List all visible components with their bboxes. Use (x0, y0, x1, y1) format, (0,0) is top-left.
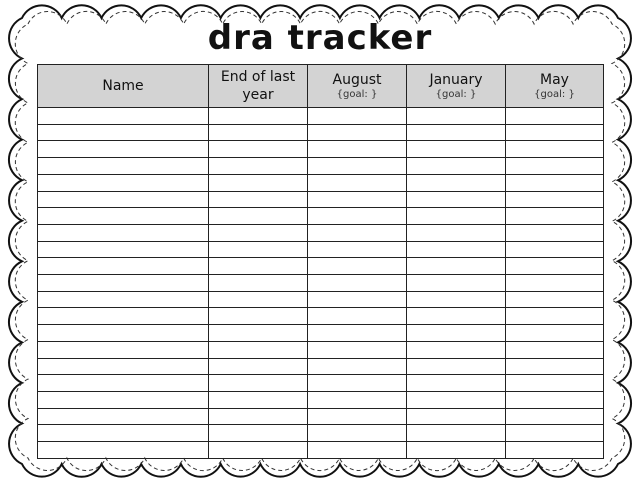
table-cell[interactable] (38, 391, 209, 408)
table-cell[interactable] (308, 141, 407, 158)
table-cell[interactable] (506, 158, 604, 175)
table-cell[interactable] (38, 308, 209, 325)
table-cell[interactable] (407, 275, 506, 292)
table-cell[interactable] (308, 275, 407, 292)
table-cell[interactable] (38, 325, 209, 342)
table-cell[interactable] (506, 191, 604, 208)
table-cell[interactable] (407, 258, 506, 275)
table-cell[interactable] (506, 224, 604, 241)
table-cell[interactable] (308, 391, 407, 408)
table-cell[interactable] (209, 191, 308, 208)
table-cell[interactable] (209, 391, 308, 408)
table-cell[interactable] (407, 308, 506, 325)
table-cell[interactable] (38, 425, 209, 442)
table-cell[interactable] (209, 174, 308, 191)
table-cell[interactable] (38, 258, 209, 275)
table-cell[interactable] (506, 258, 604, 275)
table-cell[interactable] (38, 442, 209, 459)
table-cell[interactable] (506, 208, 604, 225)
table-cell[interactable] (506, 325, 604, 342)
page-title: dra tracker (207, 18, 433, 58)
table-cell[interactable] (308, 442, 407, 459)
table-cell[interactable] (506, 375, 604, 392)
table-cell[interactable] (407, 341, 506, 358)
table-cell[interactable] (38, 408, 209, 425)
table-cell[interactable] (209, 208, 308, 225)
table-cell[interactable] (209, 124, 308, 141)
goal-note: {goal: } (435, 89, 477, 100)
table-cell[interactable] (308, 308, 407, 325)
table-cell[interactable] (506, 174, 604, 191)
table-cell[interactable] (308, 108, 407, 125)
dra-tracker-table (37, 64, 604, 459)
table-row (38, 375, 604, 392)
table-cell[interactable] (38, 375, 209, 392)
table-cell[interactable] (407, 108, 506, 125)
table-cell[interactable] (38, 358, 209, 375)
table-cell[interactable] (209, 291, 308, 308)
table-cell[interactable] (308, 241, 407, 258)
table-cell[interactable] (38, 141, 209, 158)
table-cell[interactable] (407, 425, 506, 442)
table-cell[interactable] (38, 124, 209, 141)
header-label: August (332, 72, 382, 88)
table-cell[interactable] (407, 208, 506, 225)
table-cell[interactable] (209, 358, 308, 375)
table-cell[interactable] (506, 124, 604, 141)
table-cell[interactable] (209, 308, 308, 325)
table-cell[interactable] (38, 174, 209, 191)
header-end-of-last-year (209, 65, 308, 108)
table-cell[interactable] (38, 275, 209, 292)
table-row (38, 258, 604, 275)
goal-note: {goal: } (534, 89, 575, 100)
table-cell[interactable] (308, 208, 407, 225)
table-cell[interactable] (308, 358, 407, 375)
table-row (38, 325, 604, 342)
header-row (38, 65, 604, 108)
table-cell[interactable] (209, 108, 308, 125)
table-row (38, 291, 604, 308)
table-cell[interactable] (308, 158, 407, 175)
table-cell[interactable] (308, 341, 407, 358)
table-cell[interactable] (209, 375, 308, 392)
table-cell[interactable] (38, 191, 209, 208)
table-cell[interactable] (407, 391, 506, 408)
table-cell[interactable] (209, 275, 308, 292)
table-row (38, 224, 604, 241)
header-may (506, 65, 604, 108)
table-cell[interactable] (209, 325, 308, 342)
header-label: End of last year (220, 69, 296, 103)
table-cell[interactable] (38, 224, 209, 241)
table-cell[interactable] (506, 408, 604, 425)
table-cell[interactable] (407, 174, 506, 191)
table-cell[interactable] (38, 158, 209, 175)
table-cell[interactable] (506, 141, 604, 158)
table-cell[interactable] (407, 291, 506, 308)
table-cell[interactable] (506, 241, 604, 258)
table-cell[interactable] (209, 224, 308, 241)
table-row (38, 141, 604, 158)
table-cell[interactable] (506, 442, 604, 459)
table-cell[interactable] (308, 291, 407, 308)
table-cell[interactable] (209, 408, 308, 425)
table-cell[interactable] (407, 408, 506, 425)
table-cell[interactable] (407, 191, 506, 208)
header-label: May (540, 72, 569, 88)
table-cell[interactable] (308, 425, 407, 442)
table-row (38, 124, 604, 141)
table-cell[interactable] (38, 341, 209, 358)
table-cell[interactable] (506, 108, 604, 125)
table-cell[interactable] (308, 124, 407, 141)
table-cell[interactable] (308, 408, 407, 425)
header-january (407, 65, 506, 108)
table-cell[interactable] (407, 141, 506, 158)
table-cell[interactable] (506, 425, 604, 442)
table-cell[interactable] (407, 358, 506, 375)
header-label: Name (102, 78, 144, 94)
header-august (308, 65, 407, 108)
table-cell[interactable] (209, 425, 308, 442)
table-row (38, 341, 604, 358)
table-row (38, 391, 604, 408)
table-cell[interactable] (209, 341, 308, 358)
goal-note: {goal: } (336, 89, 378, 100)
table-body (38, 108, 604, 459)
table-row (38, 425, 604, 442)
table-row (38, 108, 604, 125)
table-cell[interactable] (506, 358, 604, 375)
table-cell[interactable] (506, 275, 604, 292)
table-cell[interactable] (209, 158, 308, 175)
table-cell[interactable] (308, 224, 407, 241)
header-label: January (429, 72, 483, 88)
table-row (38, 308, 604, 325)
table-cell[interactable] (506, 341, 604, 358)
table-cell[interactable] (38, 291, 209, 308)
table-row (38, 208, 604, 225)
table-cell[interactable] (38, 208, 209, 225)
table-cell[interactable] (308, 191, 407, 208)
table-cell[interactable] (407, 442, 506, 459)
table-row (38, 442, 604, 459)
table-cell[interactable] (209, 442, 308, 459)
table-cell[interactable] (308, 258, 407, 275)
table-cell[interactable] (506, 391, 604, 408)
table-cell[interactable] (407, 325, 506, 342)
table-row (38, 241, 604, 258)
table-cell[interactable] (209, 258, 308, 275)
table-cell[interactable] (38, 241, 209, 258)
table-cell[interactable] (407, 124, 506, 141)
table-cell[interactable] (209, 141, 308, 158)
table-cell[interactable] (308, 375, 407, 392)
table-cell[interactable] (506, 308, 604, 325)
table-row (38, 275, 604, 292)
table-cell[interactable] (38, 108, 209, 125)
table-row (38, 408, 604, 425)
header-name (38, 65, 209, 108)
table-row (38, 174, 604, 191)
table-cell[interactable] (407, 241, 506, 258)
table-cell[interactable] (209, 241, 308, 258)
table-row (38, 158, 604, 175)
table-cell[interactable] (506, 291, 604, 308)
table-cell[interactable] (407, 158, 506, 175)
table-cell[interactable] (407, 375, 506, 392)
table-cell[interactable] (407, 224, 506, 241)
table-cell[interactable] (308, 174, 407, 191)
table-row (38, 358, 604, 375)
table-cell[interactable] (308, 325, 407, 342)
table-row (38, 191, 604, 208)
